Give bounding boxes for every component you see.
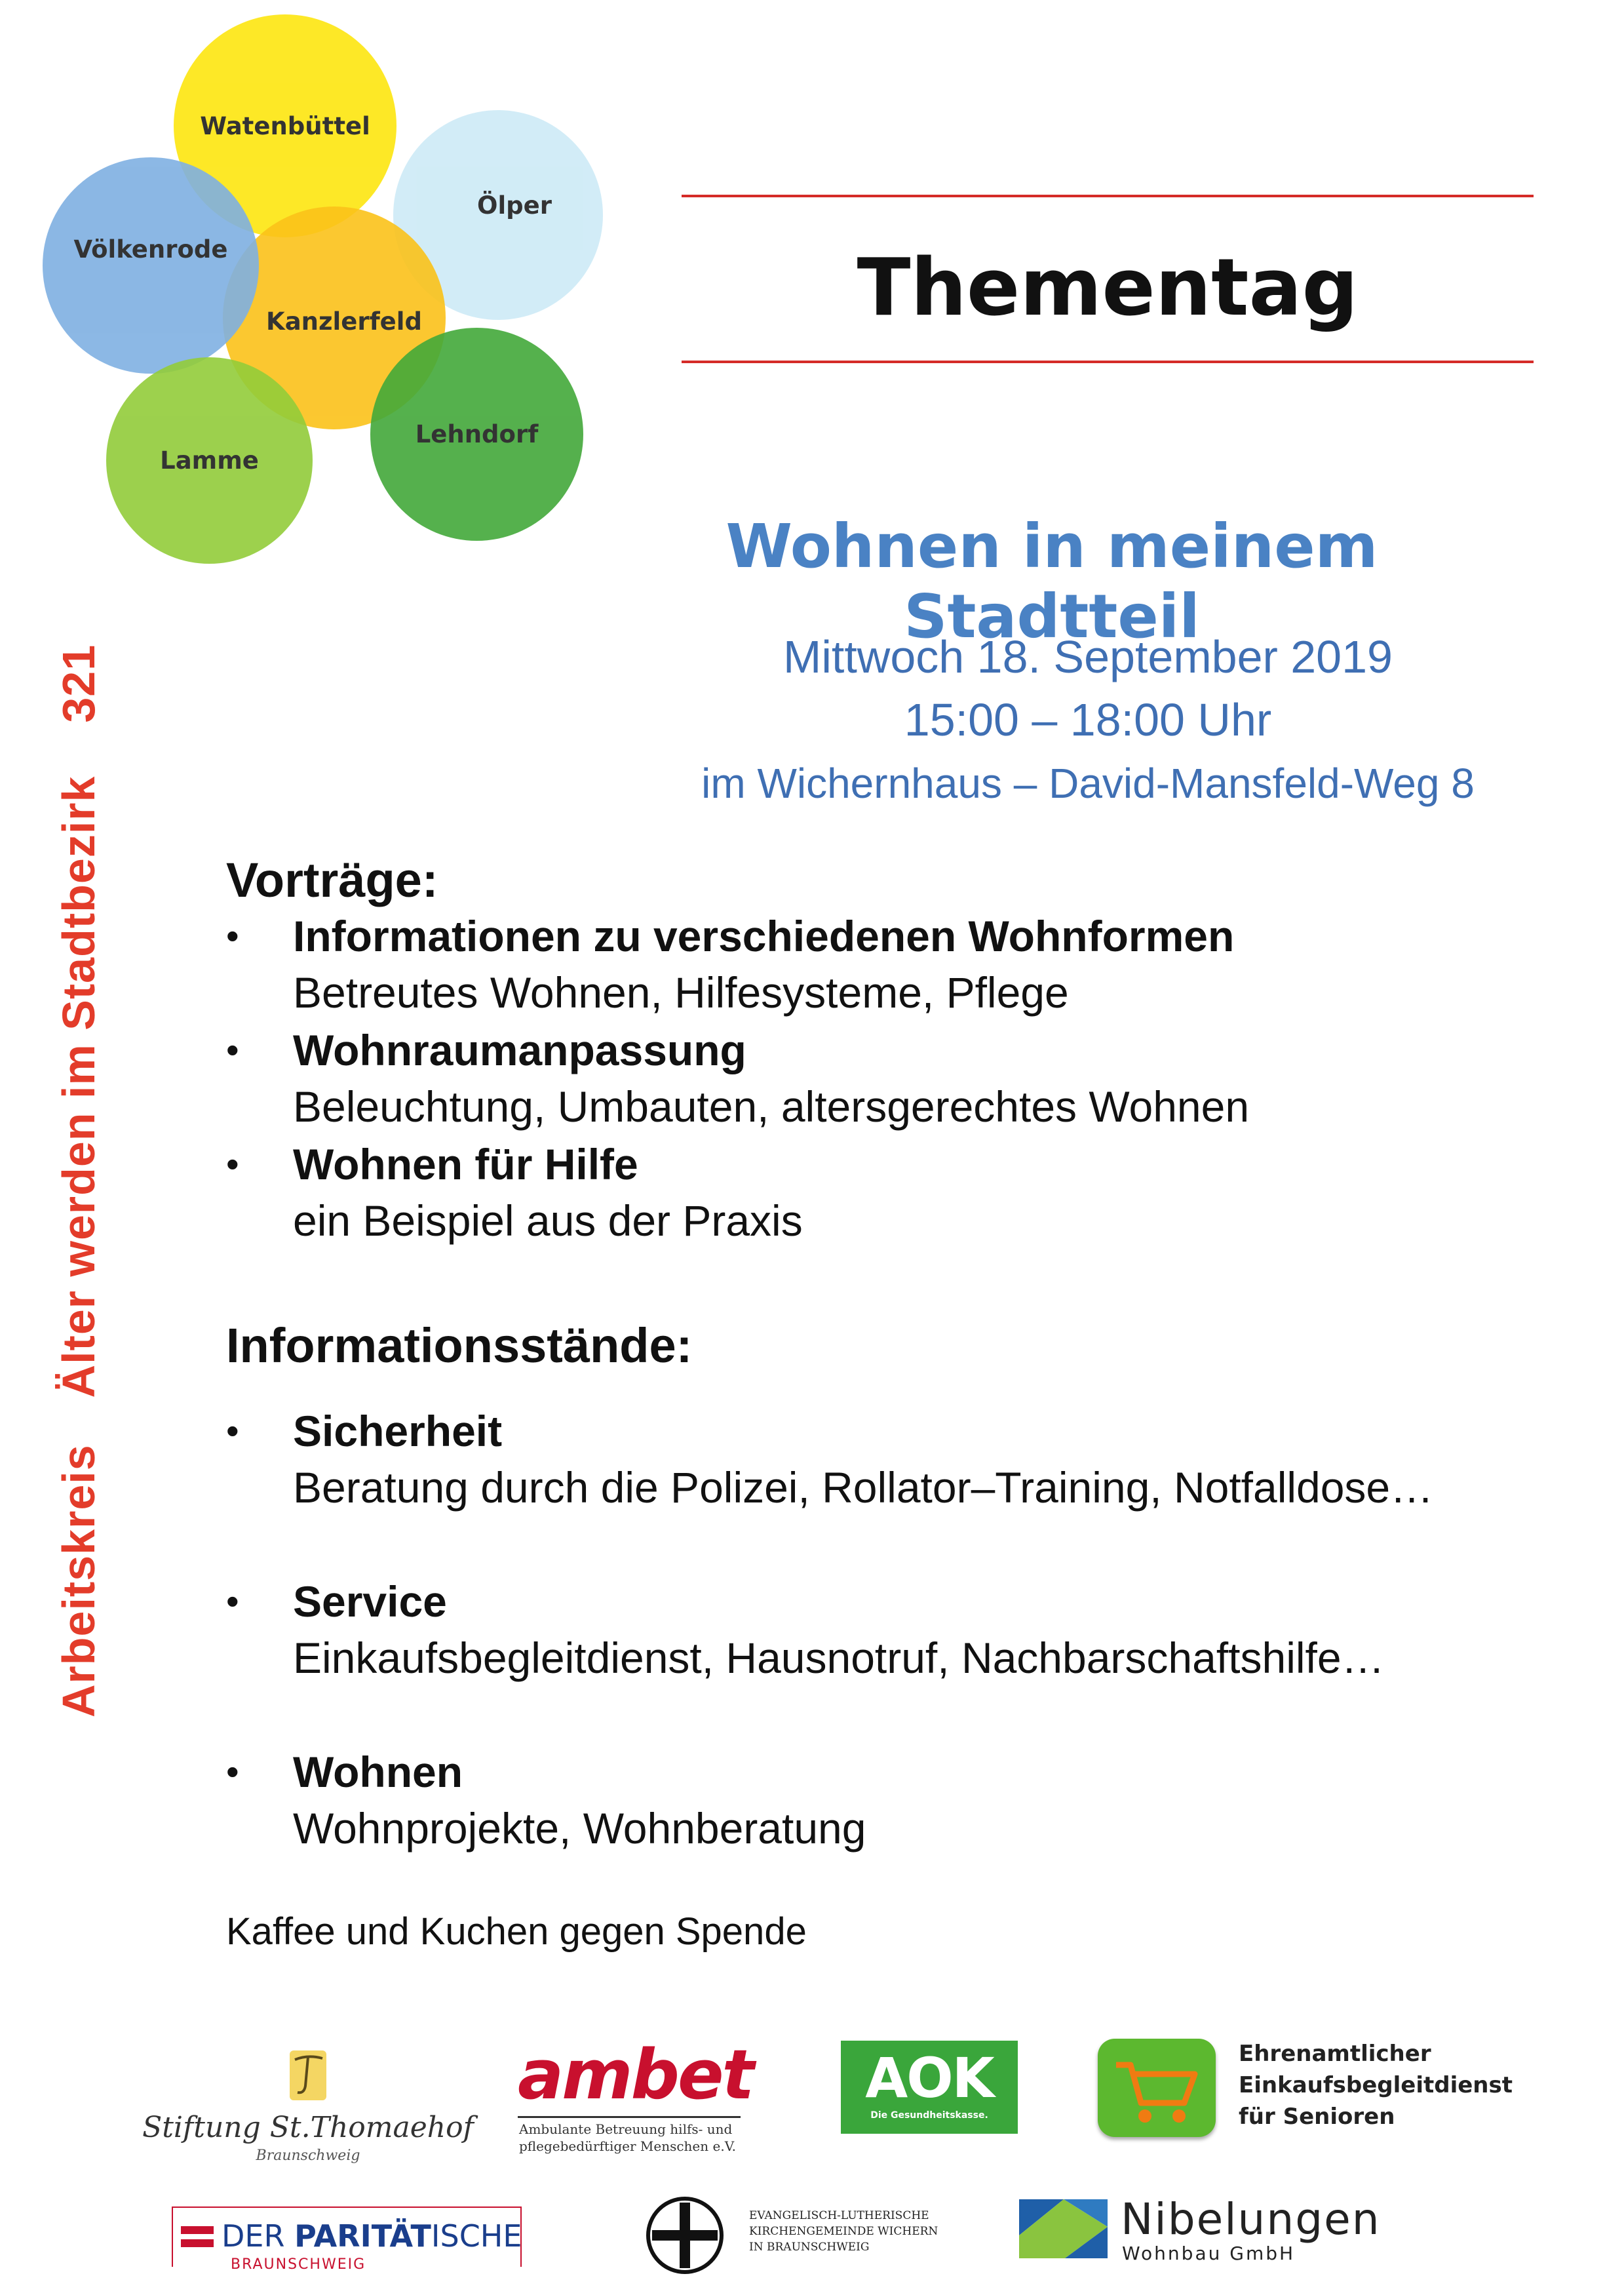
circle-lamme — [106, 357, 313, 564]
bullet: • — [226, 1029, 239, 1070]
logo-kirche — [646, 2189, 973, 2275]
logo-nibelungen — [1019, 2194, 1425, 2271]
logo-einkauf — [1098, 2035, 1513, 2140]
circle-voelkenrode — [43, 157, 259, 374]
ambet-line2: pflegebedürftiger Menschen e.V. — [519, 2138, 737, 2154]
item-title: Informationen zu verschiedenen Wohnformen — [293, 912, 1235, 960]
bottom-rule — [682, 361, 1534, 363]
paritaet-name-plain: DER — [222, 2218, 295, 2254]
item-title: Service — [293, 1577, 447, 1626]
item-desc: Beratung durch die Polizei, Rollator–Training, Notfalldose… — [293, 1463, 1434, 1512]
cross-emblem-icon — [646, 2196, 724, 2275]
bullet: • — [226, 1143, 239, 1185]
item-title: Sicherheit — [293, 1407, 503, 1455]
bullet: • — [226, 915, 239, 956]
side-heading — [52, 644, 105, 1717]
circle-label: Ölper — [477, 191, 552, 220]
aok-name: AOK — [865, 2046, 994, 2110]
ambet-rule — [518, 2116, 741, 2118]
logo-ambet — [518, 2035, 754, 2163]
ambet-line1: Ambulante Betreuung hilfs- und — [519, 2121, 733, 2137]
logo-paritaet — [172, 2203, 526, 2275]
event-time: 15:00 – 18:00 Uhr — [904, 694, 1272, 745]
side-part3: 321 — [53, 644, 104, 723]
item-title: Wohnen — [293, 1748, 463, 1796]
circle-label: Lamme — [160, 446, 259, 475]
staende-heading: Informationsstände: — [226, 1318, 693, 1373]
circle-label: Völkenrode — [73, 235, 228, 264]
nibelungen-emblem-icon — [1019, 2199, 1108, 2258]
paritaet-name — [222, 2218, 522, 2254]
paritaet-city: BRAUNSCHWEIG — [231, 2256, 366, 2273]
logo-thomaehof — [138, 2045, 478, 2163]
side-part1: Arbeitskreis — [53, 1444, 104, 1717]
paritaet-name-rest: ISCHE — [431, 2218, 522, 2254]
item-title: Wohnen für Hilfe — [293, 1140, 638, 1188]
thomaehof-name: Stiftung St.Thomaehof — [142, 2111, 474, 2144]
circle-label: Kanzlerfeld — [266, 307, 422, 336]
event-date: Mittwoch 18. September 2019 — [783, 631, 1393, 682]
bullet: • — [226, 1751, 239, 1792]
logo-aok — [841, 2041, 1018, 2134]
aok-tagline: Die Gesundheitskasse. — [870, 2110, 988, 2121]
kirche-line3: IN BRAUNSCHWEIG — [749, 2241, 870, 2254]
item-desc: ein Beispiel aus der Praxis — [293, 1196, 803, 1245]
kirche-line2: KIRCHENGEMEINDE WICHERN — [749, 2225, 938, 2238]
kirche-line1: EVANGELISCH-LUTHERISCHE — [749, 2209, 929, 2222]
page-title: Thementag — [857, 243, 1359, 334]
page-subtitle: Wohnen in meinem Stadtteil — [725, 511, 1378, 652]
einkauf-line2: Einkaufsbegleitdienst — [1239, 2072, 1513, 2098]
top-rule — [682, 195, 1534, 197]
footer-note: Kaffee und Kuchen gegen Spende — [226, 1910, 807, 1953]
item-desc: Wohnprojekte, Wohnberatung — [293, 1804, 866, 1853]
item-title: Wohnraumanpassung — [293, 1026, 746, 1074]
circle-label: Watenbüttel — [200, 111, 370, 140]
circle-label: Lehndorf — [415, 420, 539, 448]
paritaet-name-bold: PARITÄT — [294, 2218, 431, 2254]
circle-lehndorf — [370, 328, 583, 541]
event-location: im Wichernhaus – David-Mansfeld-Weg 8 — [701, 760, 1475, 807]
einkauf-line1: Ehrenamtlicher — [1239, 2041, 1431, 2067]
side-part2: Älter werden im Stadtbezirk — [53, 775, 104, 1398]
item-desc: Beleuchtung, Umbauten, altersgerechtes Wohnen — [293, 1082, 1250, 1131]
paritaet-mark-icon — [181, 2226, 214, 2248]
einkauf-line3: für Senioren — [1239, 2104, 1395, 2130]
bullet: • — [226, 1410, 239, 1451]
bullet: • — [226, 1580, 239, 1622]
nibelungen-sub: Wohnbau GmbH — [1122, 2243, 1296, 2264]
ambet-name: ambet — [518, 2035, 753, 2115]
nibelungen-name: Nibelungen — [1121, 2194, 1381, 2245]
vortraege-heading: Vorträge: — [226, 853, 438, 907]
item-desc: Betreutes Wohnen, Hilfesysteme, Pflege — [293, 968, 1069, 1017]
item-desc: Einkaufsbegleitdienst, Hausnotruf, Nachbarschaftshilfe… — [293, 1634, 1385, 1682]
shopping-cart-icon — [1098, 2039, 1216, 2137]
thomaehof-city: Braunschweig — [256, 2148, 360, 2164]
thomaehof-emblem-icon — [275, 2045, 341, 2108]
